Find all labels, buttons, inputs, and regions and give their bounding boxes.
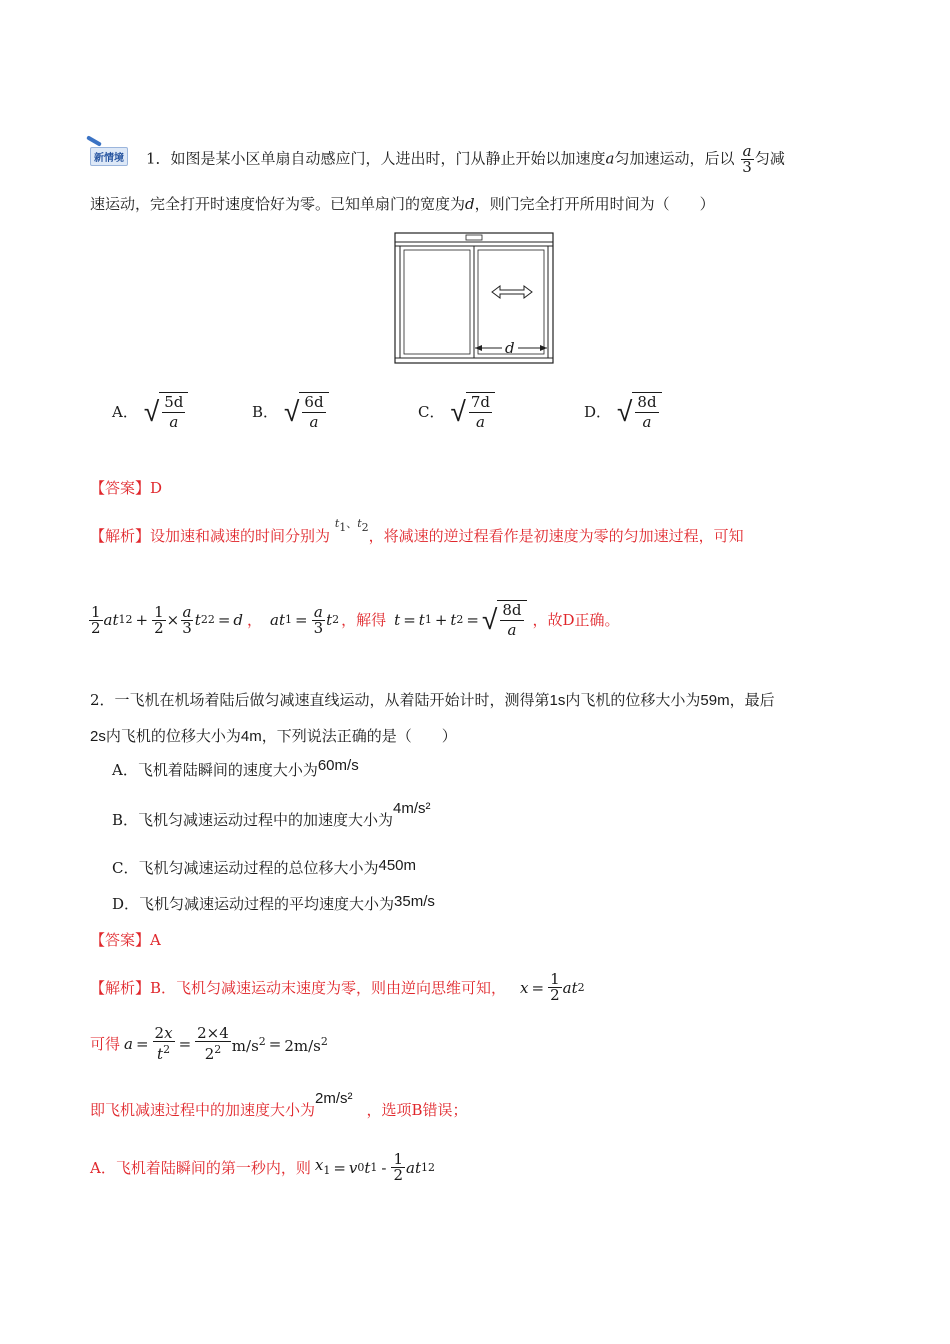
q2-derivation: 可得 a = $\frac{2x}{t^2}$ = $\frac{2\times 4}{2^2}$ $m/s^2$ = $2m/s^2$ — [90, 1024, 328, 1063]
pen-icon — [86, 135, 102, 146]
q1-option-b: B． √ 6d a — [252, 392, 329, 432]
sliding-door-diagram — [394, 232, 554, 364]
q2-option-d: D．飞机匀减速运动过程的平均速度大小为35m/s — [112, 893, 435, 913]
q2-answer: 【答案】A — [90, 931, 161, 949]
q2-option-b: B．飞机匀减速运动过程中的加速度大小为4m/s² — [112, 800, 431, 829]
q1-analysis: 【解析】设加速和减速的时间分别为 $t_1$、$t_2$，将减速的逆过程看作是初速度为零的匀加速过程，可知 — [90, 517, 744, 545]
q2-line2: 2s内飞机的位移大小为4m，下列说法正确的是（ ） — [90, 727, 457, 745]
q2-option-a: A．飞机着陆瞬间的速度大小为60m/s — [112, 757, 359, 779]
q2-acceleration-line: 即飞机减速过程中的加速度大小为2m/s²，选项B错误； — [90, 1090, 468, 1119]
q1-equation: $\frac{1}{2}$ at 1 2 + $\frac{1}{2}$ × $\frac{a}{3}$ t 2 2 = d ， at 1 = $\frac{a}{3}$ t 2 ，解得 t = t 1 + t 2 = √ 8d a ，故D正确。 — [91, 601, 620, 639]
q1-option-c: C． √ 7d a — [418, 392, 495, 432]
q1-answer: 【答案】D — [90, 479, 163, 497]
q1-line2: 速运动，完全打开时速度恰好为零。已知单扇门的宽度为d，则门完全打开所用时间为（ ） — [90, 195, 715, 213]
q1-line1: 1．如图是某小区单扇自动感应门，人进出时，门从静止开始以加速度a匀加速运动，后以 $\frac{a}{3}$ 匀减 — [146, 142, 785, 176]
q1-option-a: A． √ 5d a — [112, 392, 188, 432]
q1-option-d: D． √ 8d a — [584, 392, 662, 432]
q2-option-c: C．飞机匀减速运动过程的总位移大小为450m — [112, 857, 417, 877]
q2-line1: 2．一飞机在机场着陆后做匀减速直线运动，从着陆开始计时，测得第1s内飞机的位移大小为59m，最后 — [90, 691, 775, 709]
fraction-a-over-3: $\frac{a}{3}$ — [742, 142, 752, 176]
q2-first-second-line: A．飞机着陆瞬间的第一秒内，则 $x_1$ = v 0 t 1 - $\frac{1}{2}$ at 1 2 — [90, 1150, 436, 1184]
door-width-label: d — [505, 339, 515, 357]
q2-analysis: 【解析】 B．飞机匀减速运动末速度为零，则由逆向思维可知， x = $\frac{1}{2}$ at 2 — [90, 970, 585, 1004]
new-situation-badge: 新情境 — [90, 146, 128, 166]
